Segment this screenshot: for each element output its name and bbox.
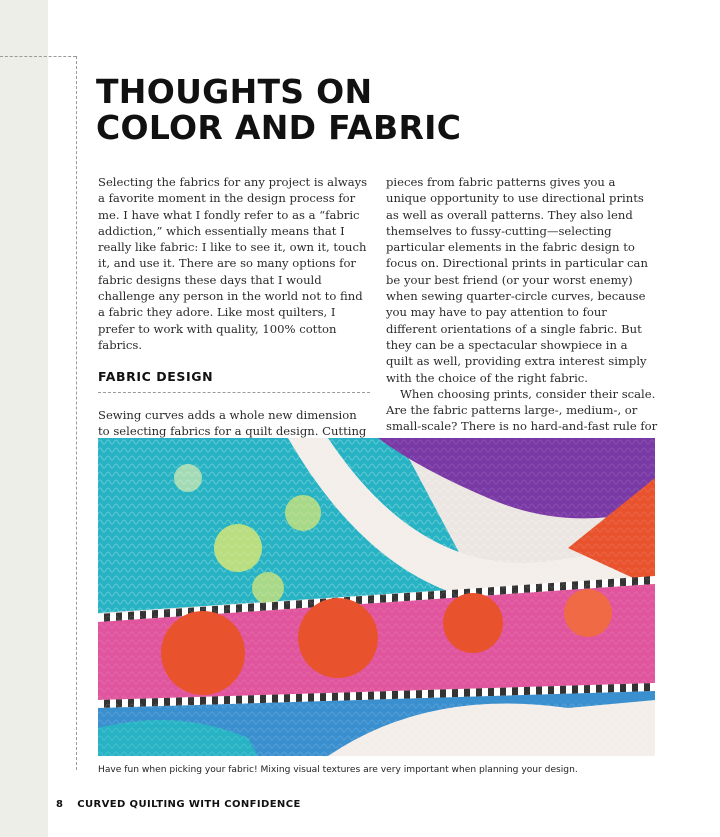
page-footer: [56, 799, 301, 810]
right-column: [386, 174, 658, 451]
quilt-photo: [98, 438, 655, 756]
right-paragraph-2: When choosing prints, consider their scale. Are the fabric patterns large-, medium-, or small-scale? There is no hard-and-fast rule for: [386, 386, 658, 434]
intro-paragraph: Selecting the fabrics for any project is always a favorite moment in the design process for me. I have what I fondly refer to as a “fabric addiction,” which essentially means that I really like fabric: I like to see it, own it, touch it, and use it. There are so many options for fabric designs these days that I would challenge any person in the world not to find a fabric they adore. Like most quilters, I prefer to work with quality, 100% cotton fabrics.: [98, 175, 368, 352]
orange-dot-1: [161, 611, 245, 695]
book-title: CURVED QUILTING WITH CONFIDENCE: [77, 799, 301, 810]
title-line-1: THOUGHTS ON: [96, 72, 373, 111]
page-number: 8: [56, 799, 64, 810]
page-gutter: [0, 0, 48, 837]
page-title: [96, 74, 536, 146]
section-body-paragraph: Sewing curves adds a whole new dimension to selecting fabrics for a quilt design. Cutting: [98, 407, 367, 438]
orange-dot-2: [298, 598, 378, 678]
left-column: [98, 174, 370, 455]
dashed-rule-top: [0, 56, 76, 57]
orange-dot-3: [443, 593, 503, 653]
orange-dot-4: [564, 589, 612, 637]
title-line-2: COLOR AND FABRIC: [96, 108, 462, 147]
right-paragraph-1: pieces from fabric patterns gives you a unique opportunity to use directional prints as well as overall patterns. They also lend themselves to fussy-cutting—selecting particular elements in the fabric design to focus on. Directional prints in particular can be your best friend (or your worst enemy) when sewing quarter-circle curves, because you may have to pay attention to four different orientations of a single fabric. But they can be a spectacular showpiece in a quilt as well, providing extra interest simply with the choice of the right fabric.: [386, 175, 648, 385]
dashed-rule-side: [76, 56, 77, 770]
quilt-photo-illustration: [98, 438, 655, 756]
photo-caption: Have fun when picking your fabric! Mixing visual textures are very important when planning your design.: [98, 765, 578, 775]
section-heading: FABRIC DESIGN: [98, 369, 370, 392]
